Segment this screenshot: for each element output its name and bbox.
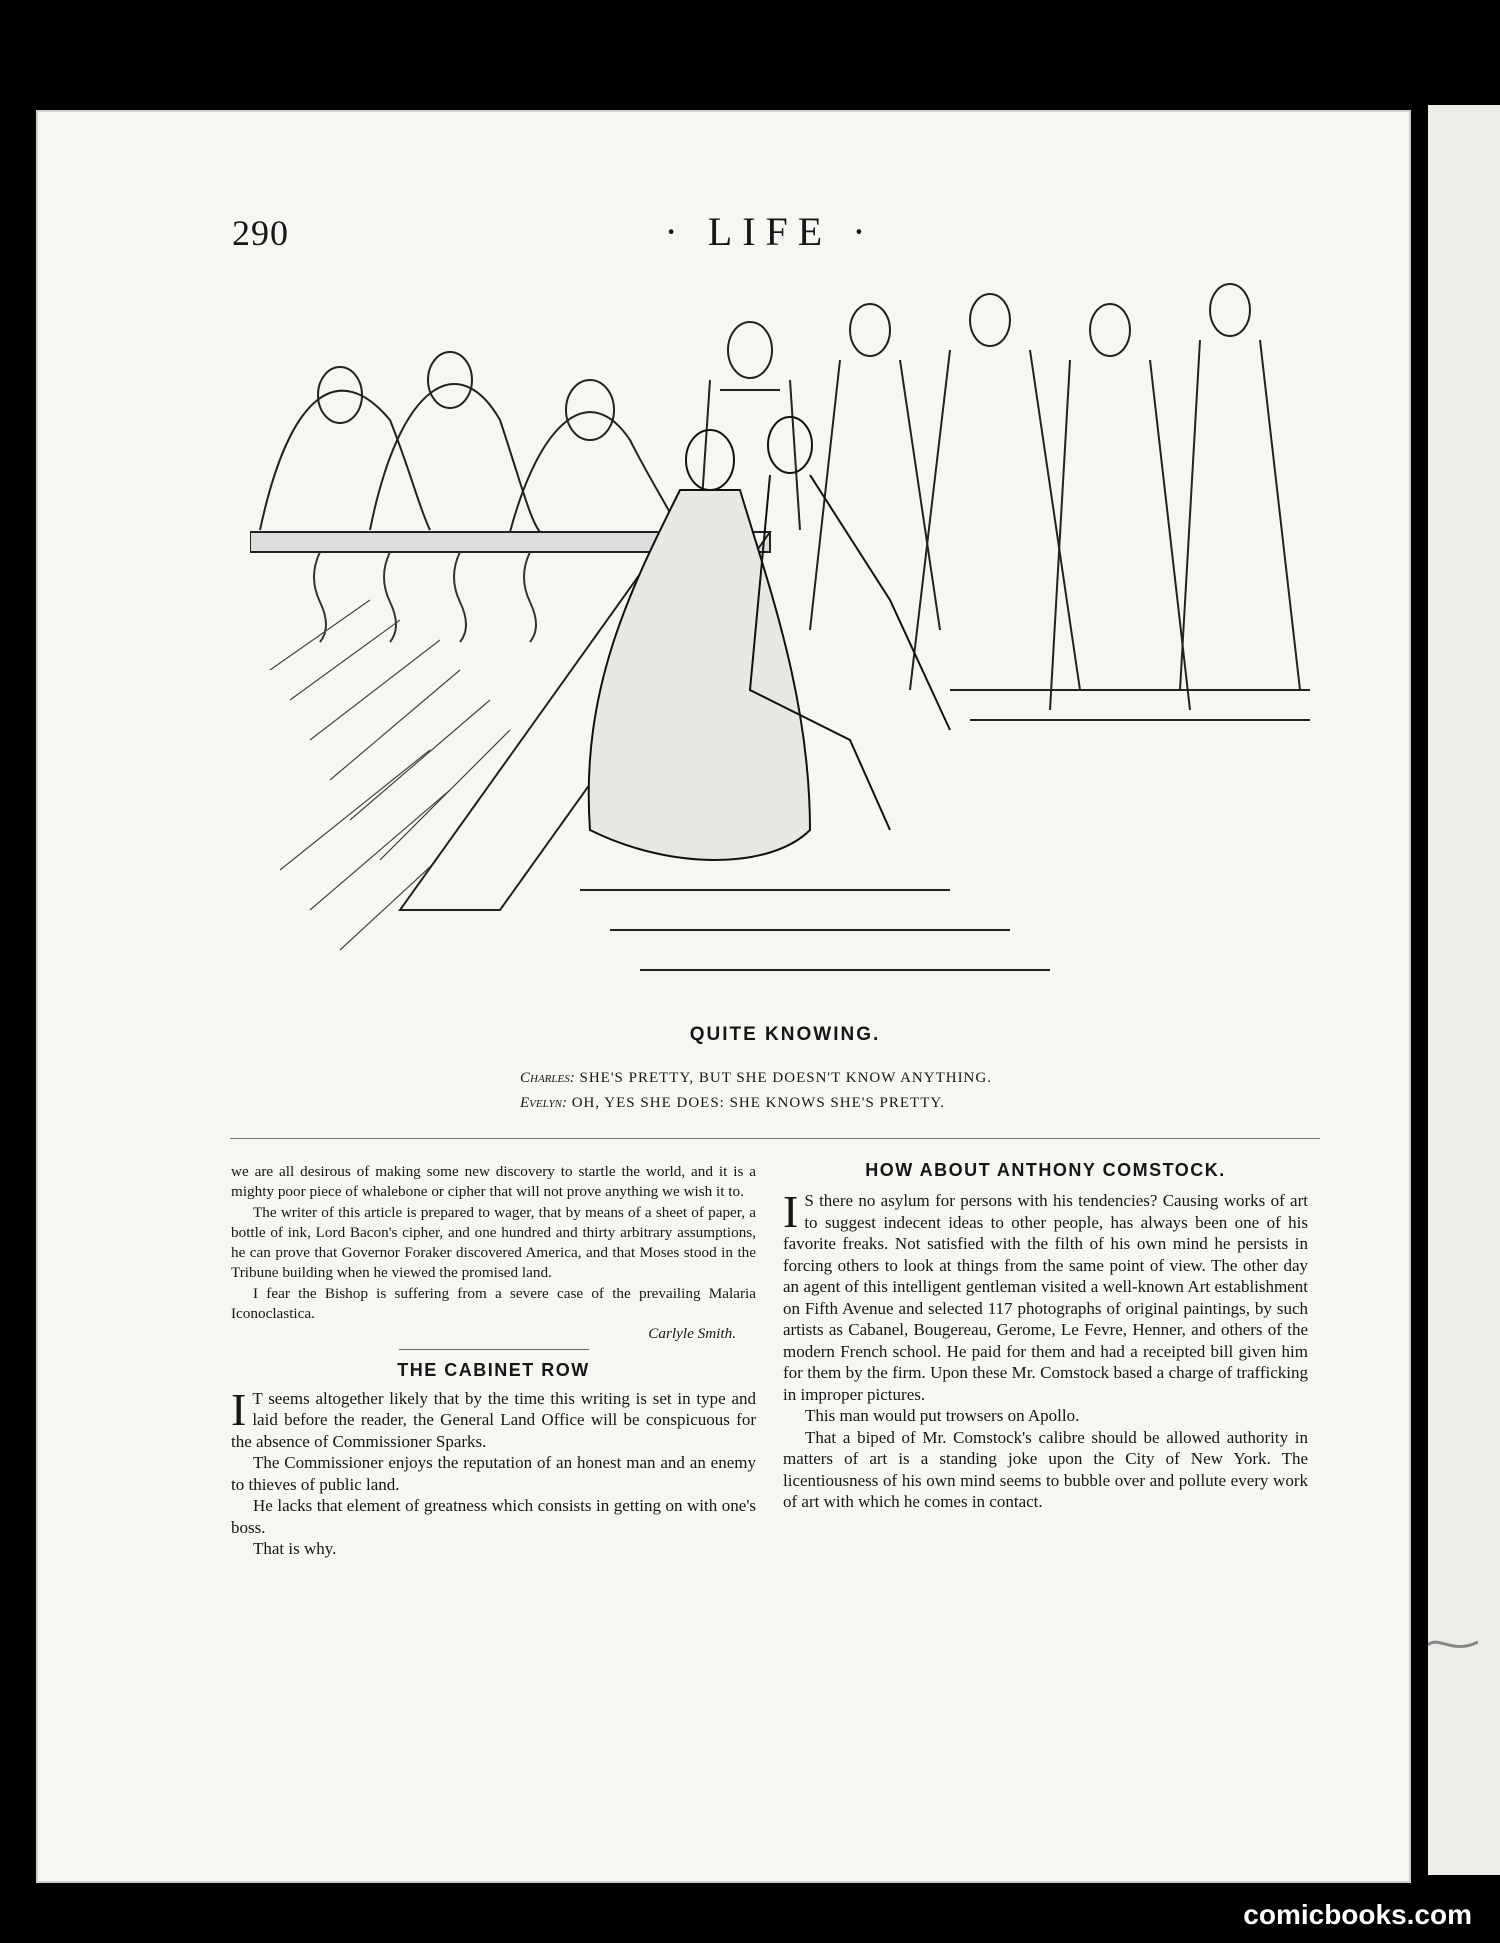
continued-paragraph-2: The writer of this article is prepared to wager, that by means of a sheet of paper, a bottle of ink, Lord Bacon's cipher, and one hundred and thirty arbitrary assumptions, he can prove that Governor Foraker discovered America, and that Moses stood in the Tribune building when he viewed the promised land.: [231, 1203, 756, 1282]
balusters: [314, 552, 536, 642]
site-watermark: comicbooks.com: [1243, 1899, 1472, 1930]
dropcap-letter: I: [783, 1186, 799, 1237]
continued-paragraph-3: I fear the Bishop is suffering from a severe case of the prevailing Malaria Iconoclastica.: [231, 1284, 756, 1323]
cabinet-row-heading: THE CABINET ROW: [397, 1359, 590, 1380]
dialogue-text-evelyn: OH, YES SHE DOES: SHE KNOWS SHE'S PRETTY.: [571, 1095, 946, 1111]
cabinet-row-paragraph-4: That is why.: [253, 1539, 337, 1559]
adjacent-page-edge: [1422, 105, 1500, 1875]
comstock-heading: HOW ABOUT ANTHONY COMSTOCK.: [865, 1160, 1226, 1180]
standing-crowd: [700, 284, 1300, 710]
cabinet-row-paragraph-2: The Commissioner enjoys the reputation of an honest man and an enemy to thieves of public land.: [231, 1453, 756, 1494]
dialogue-line-evelyn: [520, 1095, 1120, 1112]
article-separator: [399, 1349, 589, 1350]
cabinet-row-body: [231, 1383, 756, 1560]
dropcap-letter: I: [231, 1383, 247, 1435]
dialogue-text-charles: SHE'S PRETTY, BUT SHE DOESN'T KNOW ANYTHING.: [579, 1070, 992, 1086]
comstock-paragraph-2: This man would put trowsers on Apollo.: [805, 1406, 1080, 1425]
binding-thread: [1428, 1630, 1478, 1660]
ballroom-illustration: [250, 270, 1320, 990]
left-column: [231, 1162, 756, 1560]
dialogue-line-charles: [520, 1070, 1120, 1087]
cabinet-row-first-paragraph: [231, 1383, 756, 1453]
author-signature: Carlyle Smith.: [648, 1325, 736, 1343]
seated-couple: [589, 417, 950, 860]
illustration-title: QUITE KNOWING.: [689, 1024, 881, 1045]
page-number: 290: [232, 213, 289, 253]
comstock-first-paragraph: [783, 1186, 1308, 1405]
speaker-evelyn: Evelyn:: [520, 1095, 567, 1111]
section-divider: [230, 1138, 1320, 1139]
continued-paragraph-1: we are all desirous of making some new discovery to startle the world, and it is a mighty poor piece of whalebone or cipher that will not prove anything we wish it to.: [231, 1163, 756, 1201]
cabinet-row-first-text: T seems altogether likely that by the time this writing is set in type and laid before the reader, the General Land Office will be conspicuous for the absence of Commissioner Sparks.: [231, 1388, 756, 1451]
right-column: [783, 1186, 1308, 1513]
comstock-first-text: S there no asylum for persons with his tendencies? Causing works of art to suggest indecent ideas to other people, has always been one of his favorite freaks. Not satisfied with the filth of his own mind he persists in forcing others to look at things from the same point of view. The other day an agent of this intelligent gentleman visited a well-known Art establishment on Fifth Avenue and selected 117 photographs of original paintings, by such artists as Cabanel, Bougereau, Gerome, Le Fevre, Henner, and others of the modern French school. He paid for them and had a receipted bill given him for them by the firm. Upon these Mr. Comstock based a charge of trafficking in improper pictures.: [783, 1191, 1308, 1404]
comstock-paragraph-3: That a biped of Mr. Comstock's calibre should be allowed authority in matters of art is a standing joke upon the City of New York. The licentiousness of his own mind seems to bubble over and pollute every work of art with which he comes in contact.: [783, 1427, 1308, 1511]
speaker-charles: Charles:: [520, 1070, 575, 1086]
masthead-title: · LIFE ·: [664, 209, 876, 254]
cabinet-row-paragraph-3: He lacks that element of greatness which consists in getting on with one's boss.: [231, 1496, 756, 1537]
balcony-crowd: [260, 352, 680, 532]
